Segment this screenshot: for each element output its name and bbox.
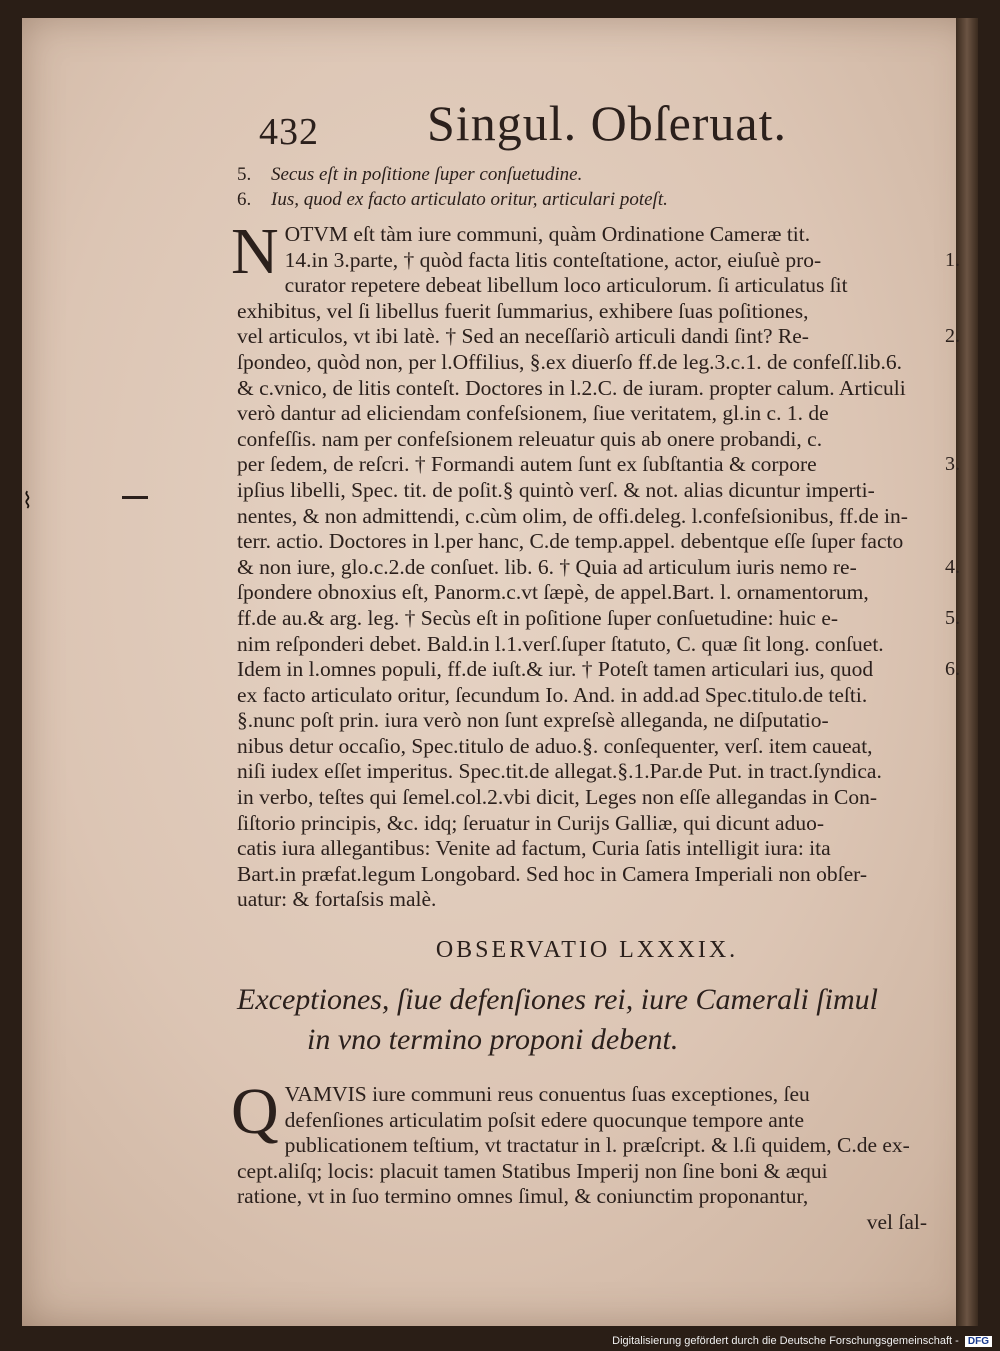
margin-number: 5. xyxy=(945,607,960,629)
book-page xyxy=(22,18,978,1326)
text-line: niſi iudex eſſet imperitus. Spec.tit.de allegat.§.1.Par.de Put. in tract.ſyndica. xyxy=(237,759,882,784)
text-line: ipſius libelli, Spec. tit. de poſit.§ quintò verſ. & not. alias dicuntur imperti- xyxy=(237,477,875,502)
text-line: defenſiones articulatim poſsit edere quocunque tempore ante xyxy=(284,1107,805,1132)
margin-number: 4. xyxy=(945,555,960,578)
text-line: §.nunc poſt prin. iura verò non ſunt expreſsè alleganda, ne diſputatio- xyxy=(237,708,829,733)
observation-89-text xyxy=(231,1075,937,1236)
text-line: nentes, & non admittendi, c.cùm olim, de offi.deleg. l.confeſsionibus, ff.de in- xyxy=(237,503,908,528)
text-line: uatur: & fortaſsis malè. xyxy=(237,887,437,912)
text-line: ſiſtorio principis, &c. idq; ſeruatur in Curijs Galliæ, qui dicunt aduo- xyxy=(237,810,824,835)
running-title: Singul. Obſeruat. xyxy=(427,95,788,151)
summary-item xyxy=(237,162,937,187)
text-line: OTVM eſt tàm iure communi, quàm Ordinatione Cameræ tit. xyxy=(284,222,811,246)
ink-dash xyxy=(122,496,148,499)
text-line: ff.de au.& arg. leg. † Secùs eſt in poſitione ſuper conſuetudine: huic e- xyxy=(237,605,839,630)
page-content xyxy=(231,88,960,1236)
text-line: ratione, vt in ſuo termino omnes ſimul, & coniunctim proponantur, xyxy=(237,1184,809,1209)
observation-summary xyxy=(237,980,937,1060)
observation-summary-line: Exceptiones, ſiue defenſiones rei, iure Camerali ſimul xyxy=(237,983,878,1017)
observation-summary-line: in vno termino proponi debent. xyxy=(307,1023,679,1057)
margin-number: 1. xyxy=(945,248,960,271)
summary-item-text: Ius, quod ex facto articulato oritur, articulari poteſt. xyxy=(271,189,668,210)
text-line: & non iure, glo.c.2.de conſuet. lib. 6. † Quia ad articulum iuris nemo re- xyxy=(237,554,857,579)
summary-item xyxy=(237,187,937,212)
observation-88-text xyxy=(231,215,960,913)
text-line: publicationem teſtium, vt tractatur in l. præſcript. & l.ſi quidem, C.de ex- xyxy=(284,1133,910,1158)
dfg-logo: DFG xyxy=(965,1336,992,1347)
margin-number: 3. xyxy=(945,453,960,476)
text-line: 14.in 3.parte, † quòd facta litis conteſtatione, actor, eiuſuè pro- xyxy=(284,247,822,272)
text-line: terr. actio. Doctores in l.per hanc, C.de temp.appel. debentque eſſe ſuper facto xyxy=(237,529,904,554)
text-line: ſpondeo, quòd non, per l.Offilius, §.ex diuerſo ff.de leg.3.c.1. de confeſſ.lib.6. xyxy=(237,349,902,374)
summary-list xyxy=(237,162,937,212)
summary-item-number: 6. xyxy=(237,189,252,210)
text-line: Bart.in præfat.legum Longobard. Sed hoc in Camera Imperiali non obſer- xyxy=(237,861,868,886)
running-head xyxy=(237,88,937,158)
text-line: confeſſis. nam per confeſsionem releuatur quis ab onere probandi, c. xyxy=(237,426,823,451)
margin-number: 6. xyxy=(945,658,960,681)
text-line: ſpondere obnoxius eſt, Panorm.c.vt ſæpè, de appel.Bart. l. ornamentorum, xyxy=(237,580,869,605)
text-line: nim reſponderi debet. Bald.in l.1.verſ.ſuper ſtatuto, C. quæ ſit long. conſuet. xyxy=(237,631,884,656)
text-line: catis iura allegantibus: Venite ad factum, Curia ſatis intelligit iura: ita xyxy=(237,836,831,861)
page-number: 432 xyxy=(259,111,319,153)
catchword: vel ſal- xyxy=(866,1210,927,1234)
text-line: exhibitus, vel ſi libellus fuerit ſummarius, exhibere ſuas poſitiones, xyxy=(237,298,809,323)
text-line: curator repetere debeat libellum loco articulorum. ſi articulatus ſit xyxy=(284,273,848,298)
summary-item-text: Secus eſt in poſitione ſuper conſuetudine. xyxy=(271,164,583,185)
observation-heading: OBSERVATIO LXXXIX. xyxy=(435,937,739,964)
text-line: in verbo, teſtes qui ſemel.col.2.vbi dicit, Leges non eſſe allegandas in Con- xyxy=(237,785,878,810)
digitization-footer xyxy=(0,1335,1000,1347)
summary-item-number: 5. xyxy=(237,164,252,185)
text-line: Idem in l.omnes populi, ff.de iuſt.& iur. † Poteſt tamen articulari ius, quod xyxy=(237,657,874,682)
text-line: ex facto articulato oritur, ſecundum Io. And. in add.ad Spec.titulo.de teſti. xyxy=(237,682,868,707)
drop-cap: Q xyxy=(231,1075,279,1149)
margin-number: 2. xyxy=(945,325,960,348)
footer-text: Digitalisierung gefördert durch die Deutsche Forschungsgemeinschaft - xyxy=(612,1335,959,1347)
text-line: VAMVIS iure communi reus conuentus ſuas exceptiones, ſeu xyxy=(284,1082,810,1107)
text-line: per ſedem, de reſcri. † Formandi autem ſunt ex ſubſtantia & corpore xyxy=(237,452,817,477)
drop-cap: N xyxy=(231,215,279,288)
text-line: & c.vnico, de litis conteſt. Doctores in l.2.C. de iuram. propter calum. Articuli xyxy=(237,375,906,400)
text-line: vel articulos, vt ibi latè. † Sed an neceſſariò articuli dandi ſint? Re- xyxy=(237,324,809,349)
text-line: verò dantur ad eliciendam confeſsionem, ſiue veritatem, gl.in c. 1. de xyxy=(237,401,829,426)
ink-mark: ⌇ xyxy=(22,488,33,513)
text-line: nibus detur occaſio, Spec.titulo de aduo.§. conſequenter, verſ. item caueat, xyxy=(237,733,873,758)
text-line: cept.aliſq; locis: placuit tamen Statibus Imperij non ſine boni & æqui xyxy=(237,1158,828,1183)
